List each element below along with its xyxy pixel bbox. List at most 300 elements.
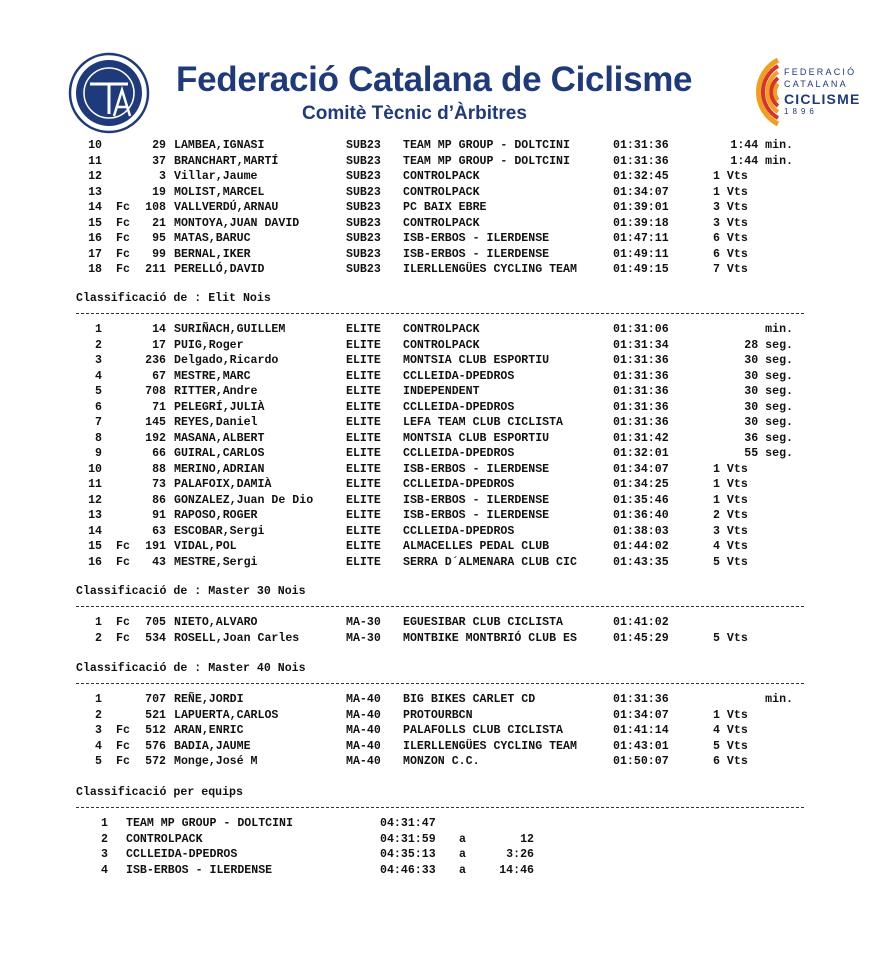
- rider-name: SURIÑACH,GUILLEM: [174, 323, 286, 336]
- result-row: [0, 631, 877, 646]
- time-gap: 1 Vts: [713, 493, 748, 507]
- divider: [76, 313, 804, 314]
- rider-name: MERINO,ADRIAN: [174, 462, 265, 476]
- fc-flag: Fc: [116, 247, 130, 261]
- rider-name: GUIRAL,CARLOS: [174, 447, 265, 460]
- time-gap: 3 Vts: [713, 524, 748, 538]
- bib-number: 211: [145, 263, 166, 276]
- finish-time: 01:41:14: [613, 724, 669, 737]
- total-time: 04:31:47: [380, 817, 436, 830]
- team-name: MONTBIKE MONTBRIÓ CLUB ES: [403, 631, 577, 645]
- finish-time: 01:49:11: [613, 247, 669, 261]
- finish-time: 01:44:02: [613, 540, 669, 553]
- team-name: ISB-ERBOS - ILERDENSE: [403, 493, 550, 507]
- fc-flag: Fc: [116, 216, 130, 230]
- team-name: CCLLEIDA-DPEDROS: [403, 369, 515, 383]
- category: SUB23: [346, 185, 381, 199]
- rank: 12: [88, 170, 102, 183]
- rider-name: BERNAL,IKER: [174, 247, 251, 261]
- bib-number: 576: [145, 739, 166, 753]
- rider-name: PALAFOIX,DAMIÀ: [174, 478, 272, 491]
- rider-name: PELEGRÍ,JULIÀ: [174, 400, 265, 414]
- result-row: [0, 739, 877, 754]
- rider-name: MESTRE,Sergi: [174, 555, 258, 569]
- rank: 7: [95, 416, 102, 429]
- rider-name: VIDAL,POL: [174, 540, 237, 553]
- bib-number: 191: [145, 540, 166, 553]
- federation-referee-logo: [68, 52, 150, 134]
- result-row: [0, 615, 877, 630]
- finish-time: 01:41:02: [613, 616, 669, 629]
- finish-time: 01:31:34: [613, 338, 669, 352]
- category: ELITE: [346, 431, 381, 445]
- rank: 13: [88, 185, 102, 199]
- category: SUB23: [346, 154, 381, 168]
- time-gap: 2 Vts: [713, 509, 748, 522]
- category: SUB23: [346, 139, 381, 152]
- rank: 11: [88, 154, 102, 168]
- rider-name: BADIA,JAUME: [174, 739, 251, 753]
- finish-time: 01:31:36: [613, 385, 669, 398]
- fc-flag: Fc: [116, 540, 130, 553]
- team-name: EGUESIBAR CLUB CICLISTA: [403, 616, 564, 629]
- category: SUB23: [346, 232, 381, 245]
- time-gap: 30 seg.: [744, 416, 793, 429]
- rank: 10: [88, 139, 102, 152]
- result-row: [0, 754, 877, 769]
- time-gap: 3 Vts: [713, 216, 748, 230]
- result-row: [0, 353, 877, 368]
- bib-number: 37: [152, 154, 166, 168]
- section-heading-master30: Classificació de : Master 30 Nois: [76, 585, 306, 598]
- team-name: PROTOURBCN: [403, 708, 473, 722]
- fc-flag: Fc: [116, 631, 130, 645]
- bib-number: 19: [152, 185, 166, 199]
- time-gap: 4 Vts: [713, 724, 748, 737]
- divider: [76, 606, 804, 607]
- rank: 2: [95, 631, 102, 645]
- category: ELITE: [346, 540, 381, 553]
- rank: 4: [95, 369, 102, 383]
- category: MA-40: [346, 739, 381, 753]
- result-row: [0, 708, 877, 723]
- team-name: MONTSIA CLUB ESPORTIU: [403, 354, 550, 367]
- finish-time: 01:34:07: [613, 708, 669, 722]
- team-name: CONTROLPACK: [403, 338, 480, 352]
- total-time: 04:31:59: [380, 832, 436, 846]
- time-gap: 4 Vts: [713, 540, 748, 553]
- time-gap: 1 Vts: [713, 708, 748, 722]
- category: MA-40: [346, 755, 381, 768]
- category: ELITE: [346, 555, 381, 569]
- fcc-logo-line3: CICLISME: [784, 91, 861, 107]
- team-name: TEAM MP GROUP - DOLTCINI: [403, 154, 570, 168]
- finish-time: 01:31:42: [613, 431, 669, 445]
- category: ELITE: [346, 524, 381, 538]
- fc-flag: Fc: [116, 739, 130, 753]
- rank: 10: [88, 462, 102, 476]
- rider-name: PERELLÓ,DAVID: [174, 263, 265, 276]
- category: ELITE: [346, 369, 381, 383]
- team-name: CONTROLPACK: [403, 216, 480, 230]
- fcc-logo-text: [784, 68, 861, 116]
- divider: [76, 807, 804, 808]
- time-gap: 3:26: [506, 848, 534, 861]
- rank: 14: [88, 524, 102, 538]
- bib-number: 88: [152, 462, 166, 476]
- finish-time: 01:49:15: [613, 263, 669, 276]
- rider-name: ROSELL,Joan Carles: [174, 631, 300, 645]
- category: ELITE: [346, 354, 381, 367]
- section-heading-master40: Classificació de : Master 40 Nois: [76, 662, 306, 675]
- finish-time: 01:47:11: [613, 232, 669, 245]
- rider-name: RAPOSO,ROGER: [174, 509, 258, 522]
- rank: 5: [95, 385, 102, 398]
- result-row: [0, 462, 877, 477]
- team-name: MONTSIA CLUB ESPORTIU: [403, 431, 550, 445]
- rider-name: MATAS,BARUC: [174, 232, 251, 245]
- document-header: [0, 0, 877, 140]
- bib-number: 236: [145, 354, 166, 367]
- finish-time: 01:31:06: [613, 323, 669, 336]
- rank: 9: [95, 447, 102, 460]
- team-name: ILERLLENGÜES CYCLING TEAM: [403, 263, 577, 276]
- rider-name: ESCOBAR,Sergi: [174, 524, 265, 538]
- time-gap: 5 Vts: [713, 739, 748, 753]
- section-heading-teams: Classificació per equips: [76, 786, 243, 799]
- team-name: SERRA D´ALMENARA CLUB CIC: [403, 555, 577, 569]
- team-name: CONTROLPACK: [126, 832, 203, 846]
- rider-name: Villar,Jaume: [174, 170, 258, 183]
- fc-flag: Fc: [116, 555, 130, 569]
- bib-number: 108: [145, 201, 166, 214]
- rider-name: MESTRE,MARC: [174, 369, 251, 383]
- finish-time: 01:34:07: [613, 185, 669, 199]
- bib-number: 145: [145, 416, 166, 429]
- bib-number: 705: [145, 616, 166, 629]
- rank: 3: [101, 848, 108, 861]
- time-gap: 30 seg.: [744, 354, 793, 367]
- team-result-row: [0, 832, 877, 847]
- gap-prefix: a: [459, 863, 466, 877]
- fcc-stripes-logo: [718, 52, 780, 130]
- time-gap: 30 seg.: [744, 385, 793, 398]
- time-gap: 14:46: [499, 863, 534, 877]
- fc-flag: Fc: [116, 755, 130, 768]
- time-gap: 6 Vts: [713, 755, 748, 768]
- result-row: [0, 262, 877, 277]
- category: MA-40: [346, 724, 381, 737]
- team-name: TEAM MP GROUP - DOLTCINI: [126, 817, 293, 830]
- category: ELITE: [346, 447, 381, 460]
- team-result-row: [0, 847, 877, 862]
- rank: 18: [88, 263, 102, 276]
- result-row: [0, 692, 877, 707]
- team-name: TEAM MP GROUP - DOLTCINI: [403, 139, 570, 152]
- finish-time: 01:32:01: [613, 447, 669, 460]
- category: ELITE: [346, 338, 381, 352]
- rider-name: BRANCHART,MARTÍ: [174, 154, 279, 168]
- result-row: [0, 508, 877, 523]
- team-name: CCLLEIDA-DPEDROS: [403, 447, 515, 460]
- bib-number: 17: [152, 338, 166, 352]
- result-row: [0, 338, 877, 353]
- bib-number: 707: [145, 693, 166, 706]
- finish-time: 01:43:01: [613, 739, 669, 753]
- rank: 3: [95, 724, 102, 737]
- time-gap: 1 Vts: [713, 170, 748, 183]
- total-time: 04:35:13: [380, 848, 436, 861]
- result-row: [0, 524, 877, 539]
- rider-name: RITTER,Andre: [174, 385, 258, 398]
- finish-time: 01:31:36: [613, 354, 669, 367]
- time-gap: 30 seg.: [744, 400, 793, 414]
- rank: 1: [101, 817, 108, 830]
- document-subtitle: Comitè Tècnic d’Àrbitres: [302, 103, 527, 124]
- team-name: ISB-ERBOS - ILERDENSE: [403, 462, 550, 476]
- category: MA-40: [346, 708, 381, 722]
- time-gap: 7 Vts: [713, 263, 748, 276]
- rank: 2: [95, 338, 102, 352]
- fc-flag: Fc: [116, 263, 130, 276]
- rank: 4: [101, 863, 108, 877]
- fc-flag: Fc: [116, 616, 130, 629]
- fc-flag: Fc: [116, 232, 130, 245]
- bib-number: 43: [152, 555, 166, 569]
- result-row: [0, 154, 877, 169]
- time-gap: min.: [765, 323, 793, 336]
- team-name: CCLLEIDA-DPEDROS: [403, 524, 515, 538]
- category: ELITE: [346, 462, 381, 476]
- bib-number: 66: [152, 447, 166, 460]
- result-row: [0, 369, 877, 384]
- team-name: ALMACELLES PEDAL CLUB: [403, 540, 550, 553]
- time-gap: 28 seg.: [744, 338, 793, 352]
- time-gap: 1:44 min.: [730, 154, 793, 168]
- category: ELITE: [346, 416, 381, 429]
- rank: 1: [95, 616, 102, 629]
- rider-name: NIETO,ALVARO: [174, 616, 258, 629]
- rider-name: REYES,Daniel: [174, 416, 258, 429]
- finish-time: 01:31:36: [613, 154, 669, 168]
- bib-number: 14: [152, 323, 166, 336]
- finish-time: 01:34:07: [613, 462, 669, 476]
- rank: 4: [95, 739, 102, 753]
- time-gap: 55 seg.: [744, 447, 793, 460]
- finish-time: 01:34:25: [613, 478, 669, 491]
- rider-name: VALLVERDÚ,ARNAU: [174, 201, 279, 214]
- rider-name: LAMBEA,IGNASI: [174, 139, 265, 152]
- fc-flag: Fc: [116, 724, 130, 737]
- result-row: [0, 169, 877, 184]
- category: ELITE: [346, 385, 381, 398]
- time-gap: 6 Vts: [713, 247, 748, 261]
- team-name: CONTROLPACK: [403, 185, 480, 199]
- total-time: 04:46:33: [380, 863, 436, 877]
- team-name: ISB-ERBOS - ILERDENSE: [403, 232, 550, 245]
- category: SUB23: [346, 263, 381, 276]
- category: SUB23: [346, 247, 381, 261]
- result-row: [0, 477, 877, 492]
- team-name: PC BAIX EBRE: [403, 201, 487, 214]
- bib-number: 192: [145, 431, 166, 445]
- rank: 16: [88, 555, 102, 569]
- finish-time: 01:31:36: [613, 139, 669, 152]
- category: SUB23: [346, 216, 381, 230]
- rank: 1: [95, 323, 102, 336]
- finish-time: 01:50:07: [613, 755, 669, 768]
- finish-time: 01:38:03: [613, 524, 669, 538]
- category: ELITE: [346, 478, 381, 491]
- result-row: [0, 216, 877, 231]
- finish-time: 01:32:45: [613, 170, 669, 183]
- time-gap: 1 Vts: [713, 185, 748, 199]
- finish-time: 01:31:36: [613, 400, 669, 414]
- result-row: [0, 493, 877, 508]
- team-name: PALAFOLLS CLUB CICLISTA: [403, 724, 564, 737]
- rank: 1: [95, 693, 102, 706]
- bib-number: 572: [145, 755, 166, 768]
- time-gap: min.: [765, 693, 793, 706]
- rider-name: LAPUERTA,CARLOS: [174, 708, 279, 722]
- rank: 13: [88, 509, 102, 522]
- rider-name: Monge,José M: [174, 755, 258, 768]
- rider-name: Delgado,Ricardo: [174, 354, 279, 367]
- rank: 2: [95, 708, 102, 722]
- team-name: ILERLLENGÜES CYCLING TEAM: [403, 739, 577, 753]
- bib-number: 71: [152, 400, 166, 414]
- time-gap: 1:44 min.: [730, 139, 793, 152]
- bib-number: 63: [152, 524, 166, 538]
- bib-number: 67: [152, 369, 166, 383]
- rank: 6: [95, 400, 102, 414]
- rank: 17: [88, 247, 102, 261]
- bib-number: 29: [152, 139, 166, 152]
- rider-name: ARAN,ENRIC: [174, 724, 244, 737]
- finish-time: 01:31:36: [613, 369, 669, 383]
- rank: 14: [88, 201, 102, 214]
- result-row: [0, 247, 877, 262]
- rank: 2: [101, 832, 108, 846]
- finish-time: 01:45:29: [613, 631, 669, 645]
- category: MA-30: [346, 631, 381, 645]
- rank: 8: [95, 431, 102, 445]
- bib-number: 86: [152, 493, 166, 507]
- result-row: [0, 185, 877, 200]
- result-row: [0, 384, 877, 399]
- time-gap: 12: [520, 832, 534, 846]
- result-row: [0, 400, 877, 415]
- fcc-logo-line2: CATALANA: [784, 79, 848, 89]
- rank: 5: [95, 755, 102, 768]
- rank: 12: [88, 493, 102, 507]
- finish-time: 01:39:18: [613, 216, 669, 230]
- bib-number: 21: [152, 216, 166, 230]
- category: MA-40: [346, 693, 381, 706]
- result-row: [0, 231, 877, 246]
- fcc-logo-line1: FEDERACIÓ: [784, 67, 857, 77]
- bib-number: 512: [145, 724, 166, 737]
- result-row: [0, 539, 877, 554]
- team-name: CONTROLPACK: [403, 170, 480, 183]
- result-row: [0, 723, 877, 738]
- category: ELITE: [346, 400, 381, 414]
- document-title: Federació Catalana de Ciclisme: [176, 60, 693, 99]
- time-gap: 1 Vts: [713, 478, 748, 491]
- team-name: BIG BIKES CARLET CD: [403, 693, 536, 706]
- gap-prefix: a: [459, 848, 466, 861]
- rider-name: PUIG,Roger: [174, 338, 244, 352]
- rank: 16: [88, 232, 102, 245]
- team-name: INDEPENDENT: [403, 385, 480, 398]
- bib-number: 73: [152, 478, 166, 491]
- bib-number: 95: [152, 232, 166, 245]
- team-name: MONZON C.C.: [403, 755, 480, 768]
- time-gap: 30 seg.: [744, 369, 793, 383]
- result-row: [0, 200, 877, 215]
- rider-name: GONZALEZ,Juan De Dio: [174, 493, 314, 507]
- team-name: CCLLEIDA-DPEDROS: [403, 400, 515, 414]
- result-row: [0, 415, 877, 430]
- fcc-logo-year: 1896: [784, 107, 818, 116]
- result-row: [0, 555, 877, 570]
- gap-prefix: a: [459, 832, 466, 846]
- time-gap: 5 Vts: [713, 631, 748, 645]
- rank: 11: [88, 478, 102, 491]
- rank: 15: [88, 540, 102, 553]
- team-result-row: [0, 863, 877, 878]
- rank: 15: [88, 216, 102, 230]
- category: SUB23: [346, 170, 381, 183]
- rank: 3: [95, 354, 102, 367]
- finish-time: 01:43:35: [613, 555, 669, 569]
- finish-time: 01:31:36: [613, 416, 669, 429]
- time-gap: 1 Vts: [713, 462, 748, 476]
- team-name: ISB-ERBOS - ILERDENSE: [126, 863, 273, 877]
- finish-time: 01:39:01: [613, 201, 669, 214]
- section-heading-elit: Classificació de : Elit Nois: [76, 292, 271, 305]
- result-row: [0, 138, 877, 153]
- team-name: ISB-ERBOS - ILERDENSE: [403, 247, 550, 261]
- category: ELITE: [346, 509, 381, 522]
- category: MA-30: [346, 616, 381, 629]
- rider-name: MONTOYA,JUAN DAVID: [174, 216, 300, 230]
- time-gap: 36 seg.: [744, 431, 793, 445]
- result-row: [0, 322, 877, 337]
- category: ELITE: [346, 323, 381, 336]
- team-name: LEFA TEAM CLUB CICLISTA: [403, 416, 564, 429]
- bib-number: 99: [152, 247, 166, 261]
- category: SUB23: [346, 201, 381, 214]
- fc-flag: Fc: [116, 201, 130, 214]
- divider: [76, 683, 804, 684]
- team-name: CCLLEIDA-DPEDROS: [126, 848, 238, 861]
- finish-time: 01:35:46: [613, 493, 669, 507]
- finish-time: 01:31:36: [613, 693, 669, 706]
- rider-name: REÑE,JORDI: [174, 693, 244, 706]
- team-result-row: [0, 816, 877, 831]
- bib-number: 521: [145, 708, 166, 722]
- result-row: [0, 446, 877, 461]
- category: ELITE: [346, 493, 381, 507]
- bib-number: 708: [145, 385, 166, 398]
- time-gap: 6 Vts: [713, 232, 748, 245]
- bib-number: 534: [145, 631, 166, 645]
- team-name: CCLLEIDA-DPEDROS: [403, 478, 515, 491]
- bib-number: 3: [159, 170, 166, 183]
- time-gap: 3 Vts: [713, 201, 748, 214]
- team-name: CONTROLPACK: [403, 323, 480, 336]
